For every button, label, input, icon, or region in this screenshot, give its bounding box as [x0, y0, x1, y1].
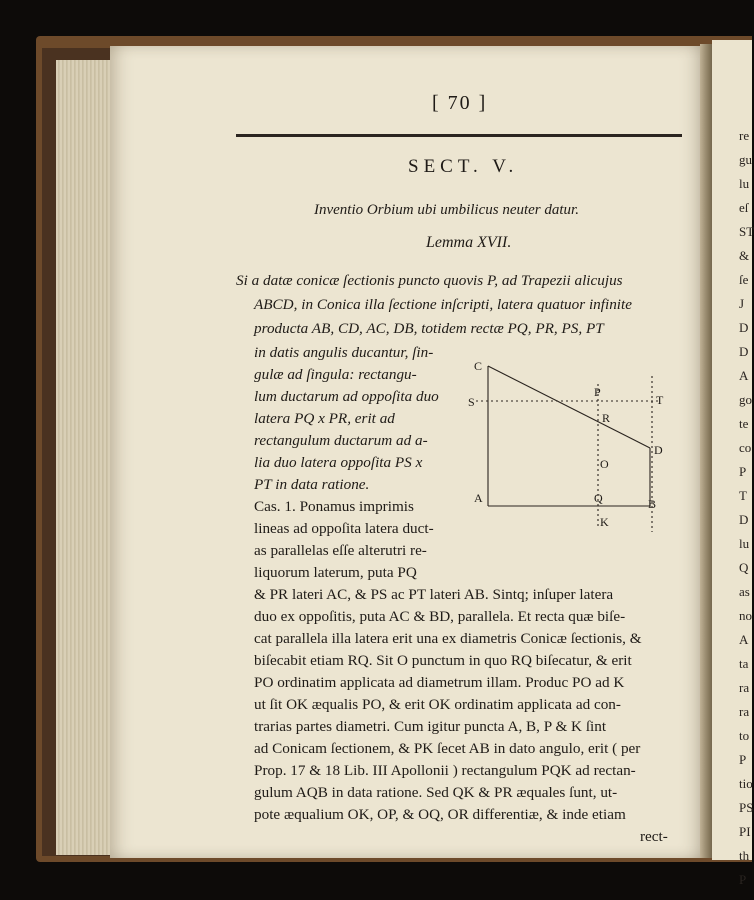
facing-page-fragment: PI — [739, 824, 751, 839]
text-line: cat parallela illa latera erit una ex diametris Conicæ ſectionis, & — [254, 630, 642, 647]
text-line: Si a datæ conicæ ſectionis puncto quovis P, ad Trapezii alicujus — [236, 272, 623, 289]
facing-page-fragment: lu — [739, 176, 750, 191]
header-rule — [236, 134, 682, 137]
text-line: & PR lateri AC, & PS ac PT lateri AB. Sintq; inſuper latera — [254, 586, 614, 603]
facing-page-fragment: P — [739, 752, 747, 767]
text-line: lum ductarum ad oppoſita duo — [254, 388, 439, 405]
facing-page-fragment: ST — [739, 224, 754, 239]
label-o: O — [600, 457, 609, 471]
text-line: ABCD, in Conica illa ſectione inſcripti, latera quatuor infinite — [254, 296, 632, 313]
text-line: rectangulum ductarum ad a- — [254, 432, 428, 449]
label-c: C — [474, 359, 483, 373]
line-cd — [488, 366, 650, 448]
text-line: PO ordinatim applicata ad diametrum illam. Produc PO ad K — [254, 674, 625, 691]
page-edges — [56, 60, 116, 855]
text-line: ut ſit OK æqualis PO, & erit OK ordinatim applicata ad con- — [254, 696, 621, 713]
facing-page-fragment: ta — [739, 656, 749, 671]
facing-page-fragment: P — [739, 872, 747, 887]
text-line: in datis angulis ducantur, ſin- — [254, 344, 434, 361]
section-heading: SECT. V. — [408, 156, 519, 177]
label-a: A — [474, 491, 483, 505]
text-line: rect- — [640, 828, 668, 845]
geometric-figure — [468, 356, 668, 532]
text-line: lia duo latera oppoſita PS x — [254, 454, 423, 471]
label-k: K — [600, 515, 609, 529]
facing-page-fragment: D — [739, 320, 749, 335]
facing-page — [712, 40, 754, 887]
text-line: producta AB, CD, AC, DB, totidem rectæ PQ, PR, PS, PT — [254, 320, 604, 337]
label-t: T — [656, 393, 664, 407]
text-line: gulæ ad ſingula: rectangu- — [254, 366, 417, 383]
label-d: D — [654, 443, 663, 457]
facing-page-fragment: T — [739, 488, 747, 503]
text-line: as parallelas eſſe alterutri re- — [254, 542, 427, 559]
facing-page-fragment: ra — [739, 680, 750, 695]
facing-page-fragment: th — [739, 848, 750, 863]
section-subtitle: Inventio Orbium ubi umbilicus neuter datur. — [314, 202, 579, 218]
facing-page-fragment: eſ — [739, 200, 749, 215]
page-number: [ 70 ] — [432, 92, 488, 114]
text-line: duo ex oppoſitis, puta AC & BD, parallela. Et recta quæ biſe- — [254, 608, 626, 625]
facing-page-fragment: no — [739, 608, 752, 623]
facing-page-fragment: & — [739, 248, 750, 263]
text-line: latera PQ x PR, erit ad — [254, 410, 395, 427]
text-line: Cas. 1. Ponamus imprimis — [254, 498, 414, 515]
facing-page-fragment: ſe — [739, 272, 749, 287]
facing-page-fragment: A — [739, 632, 749, 647]
text-line: lineas ad oppoſita latera duct- — [254, 520, 434, 537]
label-q: Q — [594, 491, 603, 505]
label-b: B — [648, 497, 657, 511]
text-line: gulum AQB in data ratione. Sed QK & PR æquales ſunt, ut- — [254, 784, 618, 801]
facing-page-fragment: P — [739, 464, 747, 479]
facing-page-fragment: tio — [739, 776, 753, 791]
facing-page-fragment: J — [739, 296, 745, 311]
label-s: S — [468, 395, 475, 409]
facing-page-fragment: Q — [739, 560, 749, 575]
text-line: liquorum laterum, puta PQ — [254, 564, 417, 581]
facing-page-fragment: go — [739, 392, 752, 407]
label-r: R — [602, 411, 611, 425]
facing-page-fragment: to — [739, 728, 750, 743]
facing-page-fragment: co — [739, 440, 752, 455]
facing-page-fragment: te — [739, 416, 749, 431]
facing-page-fragment: PS — [739, 800, 754, 815]
facing-page-fragment: gu — [739, 152, 752, 167]
text-line: Prop. 17 & 18 Lib. III Apollonii ) rectangulum PQK ad rectan- — [254, 762, 636, 779]
facing-page-fragment: A — [739, 368, 749, 383]
text-line: pote æqualium OK, OP, & OQ, OR differentiæ, & inde etiam — [254, 806, 626, 823]
facing-page-fragment: D — [739, 344, 749, 359]
lemma-heading: Lemma XVII. — [426, 234, 512, 251]
facing-page-fragment: lu — [739, 536, 750, 551]
facing-page-fragment: D — [739, 512, 749, 527]
label-p: P — [594, 385, 601, 399]
text-line: biſecabit etiam RQ. Sit O punctum in quo RQ biſecatur, & erit — [254, 652, 632, 669]
facing-page-fragment: ra — [739, 704, 750, 719]
facing-page-fragment: as — [739, 584, 750, 599]
text-line: trarias partes diametri. Cum igitur puncta A, B, P & K ſint — [254, 718, 607, 735]
facing-page-fragment: re — [739, 128, 750, 143]
text-line: PT in data ratione. — [254, 476, 370, 493]
text-line: ad Conicam ſectionem, & PK ſecet AB in dato angulo, erit ( per — [254, 740, 641, 757]
